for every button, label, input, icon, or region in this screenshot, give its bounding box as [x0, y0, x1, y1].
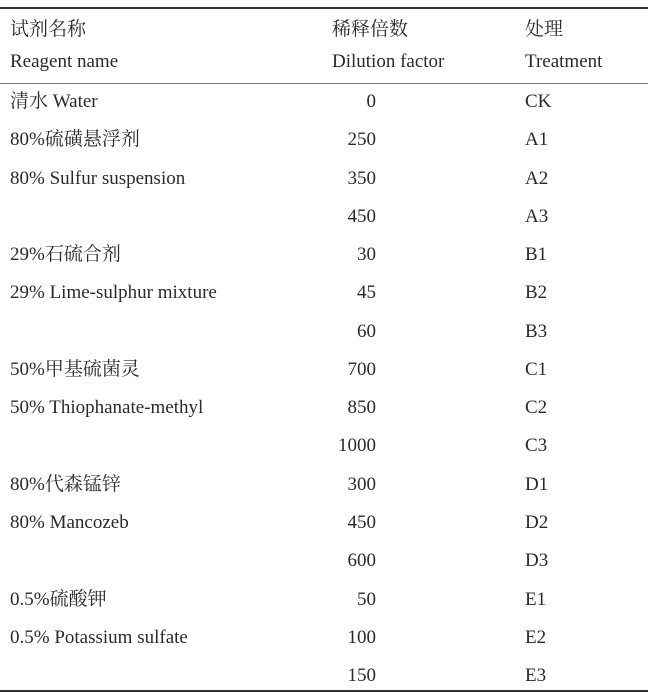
table-bottom-rule	[0, 690, 648, 692]
dilution-factor: 1000	[338, 435, 376, 457]
dilution-factor: 45	[357, 282, 376, 304]
header-dilution-cn: 稀释倍数	[332, 19, 409, 40]
reagent-name: 0.5%硫酸钾	[10, 588, 107, 610]
reagent-name: 清水 Water	[10, 91, 98, 112]
treatment-code: A1	[525, 129, 549, 151]
dilution-factor: 350	[347, 167, 376, 189]
header-treatment-en: Treatment	[525, 51, 603, 72]
dilution-factor: 700	[347, 358, 376, 380]
reagent-name: 50% Thiophanate-methyl	[10, 397, 204, 419]
reagent-name: 29% Lime-sulphur mixture	[10, 282, 217, 304]
treatment-code: D2	[525, 511, 549, 533]
treatment-code: D1	[525, 473, 549, 495]
dilution-factor: 60	[357, 320, 376, 342]
reagent-name: 29%石硫合剂	[10, 244, 121, 266]
treatment-code: C3	[525, 435, 548, 457]
treatment-code: E3	[525, 665, 547, 687]
reagent-name: 80%代森锰锌	[10, 473, 121, 495]
dilution-factor: 600	[347, 550, 376, 572]
reagent-name: 0.5% Potassium sulfate	[10, 626, 188, 648]
reagent-name: 80%硫磺悬浮剂	[10, 129, 140, 151]
dilution-factor: 850	[347, 397, 376, 419]
header-dilution-en: Dilution factor	[332, 51, 445, 72]
reagent-name: 50%甲基硫菌灵	[10, 358, 140, 380]
dilution-factor: 450	[347, 205, 376, 227]
reagent-name: 80% Sulfur suspension	[10, 167, 186, 189]
treatment-code: B3	[525, 320, 548, 342]
treatment-code: E1	[525, 588, 547, 610]
dilution-factor: 150	[347, 665, 376, 687]
treatment-code: B2	[525, 282, 548, 304]
dilution-factor: 250	[347, 129, 376, 151]
dilution-factor: 100	[347, 626, 376, 648]
treatment-code: D3	[525, 550, 549, 572]
treatment-code: C2	[525, 397, 548, 419]
treatment-code: CK	[525, 91, 552, 112]
treatment-code: A3	[525, 205, 549, 227]
dilution-factor: 0	[366, 91, 376, 112]
treatment-code: B1	[525, 244, 548, 266]
dilution-factor: 450	[347, 511, 376, 533]
header-reagent-en: Reagent name	[10, 51, 119, 72]
header-reagent-cn: 试剂名称	[10, 19, 87, 40]
dilution-factor: 50	[357, 588, 376, 610]
treatment-code: A2	[525, 167, 549, 189]
treatment-code: E2	[525, 626, 547, 648]
table-top-rule	[0, 7, 648, 9]
dilution-factor: 30	[357, 244, 376, 266]
reagent-name: 80% Mancozeb	[10, 511, 129, 533]
dilution-factor: 300	[347, 473, 376, 495]
treatment-code: C1	[525, 358, 548, 380]
header-treatment-cn: 处理	[525, 19, 564, 40]
header-rule	[0, 83, 648, 84]
